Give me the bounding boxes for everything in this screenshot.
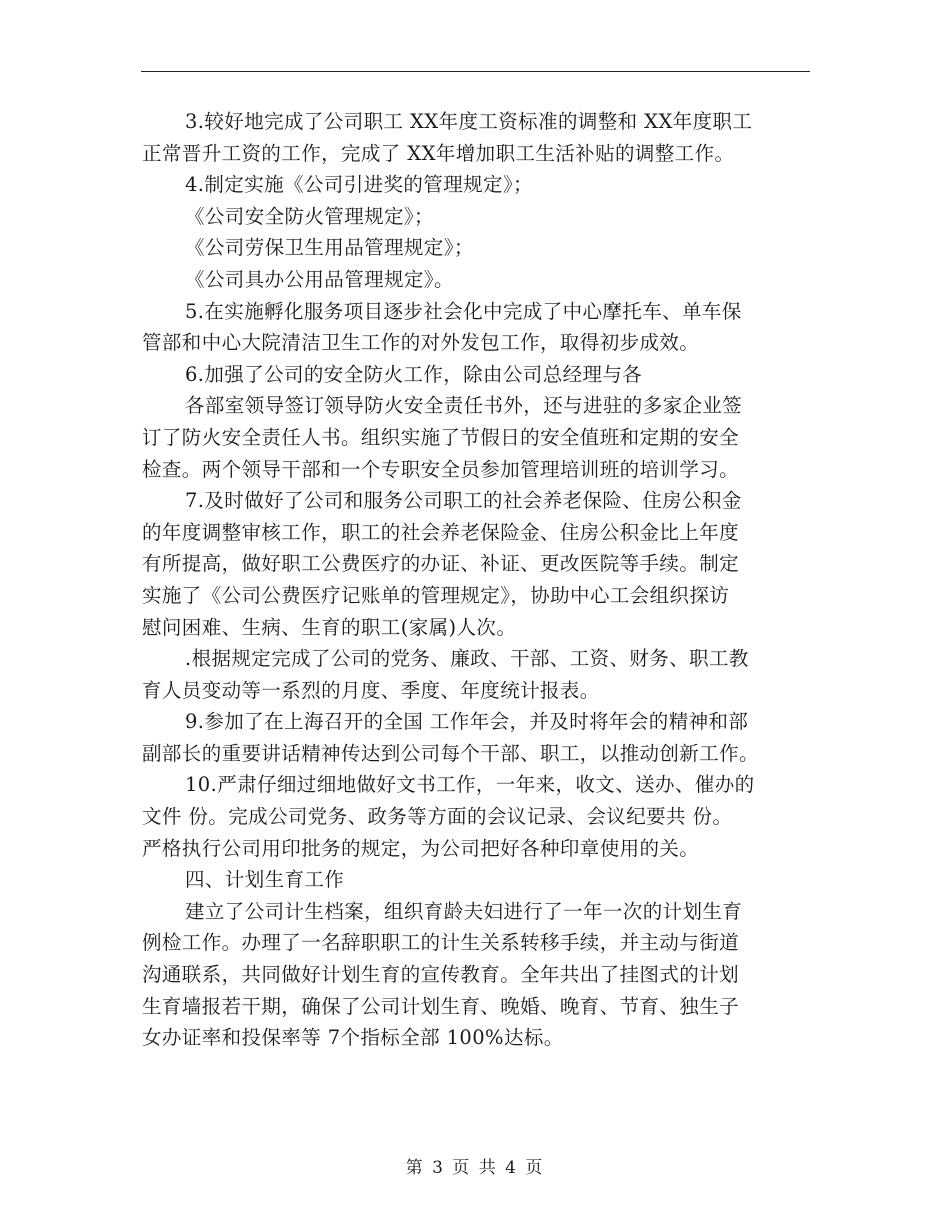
text-line: 正常晋升工资的工作，完成了 XX年增加职工生活补贴的调整工作。 xyxy=(142,141,735,165)
text-line: 10.严肃仔细过细地做好文书工作，一年来，收文、送办、催办的 xyxy=(185,773,755,797)
text-line: 的年度调整审核工作，职工的社会养老保险金、住房公积金比上年度 xyxy=(142,520,740,544)
page-number-footer: 第 3 页 共 4 页 xyxy=(405,1158,545,1178)
text-line: 女办证率和投保率等 7个指标全部 100%达标。 xyxy=(142,1026,564,1050)
text-line: 慰问困难、生病、生育的职工(家属)人次。 xyxy=(142,615,517,639)
text-line: 检查。两个领导干部和一个专职安全员参加管理培训班的培训学习。 xyxy=(142,457,740,481)
text-line: 实施了《公司公费医疗记账单的管理规定》，协助中心工会组织探访 xyxy=(142,583,730,607)
text-line: 7.及时做好了公司和服务公司职工的社会养老保险、住房公积金 xyxy=(185,489,742,513)
text-line: 4.制定实施《公司引进奖的管理规定》； xyxy=(185,173,533,197)
text-line: 生育墙报若干期，确保了公司计划生育、晚婚、晚育、节育、独生子 xyxy=(142,994,740,1018)
text-line: 6.加强了公司的安全防火工作，除由公司总经理与各 xyxy=(185,362,643,386)
text-line: 副部长的重要讲话精神传达到公司每个干部、职工，以推动创新工作。 xyxy=(142,741,759,765)
text-line: 《公司安全防火管理规定》； xyxy=(185,204,434,228)
text-line: 建立了公司计生档案，组织育龄夫妇进行了一年一次的计划生育 xyxy=(185,899,743,923)
text-line: 9.参加了在上海召开的全国 工作年会，并及时将年会的精神和部 xyxy=(185,710,749,734)
text-line: 育人员变动等一系烈的月度、季度、年度统计报表。 xyxy=(142,678,600,702)
text-line: 严格执行公司用印批务的规定，为公司把好各种印章使用的关。 xyxy=(142,836,700,860)
text-line: 例检工作。办理了一名辞职职工的计生关系转移手续，并主动与街道 xyxy=(142,931,740,955)
text-line: 有所提高，做好职工公费医疗的办证、补证、更改医院等手续。制定 xyxy=(142,552,740,576)
text-line: 3.较好地完成了公司职工 XX年度工资标准的调整和 XX年度职工 xyxy=(185,110,753,133)
header-rule xyxy=(141,71,810,72)
text-line: 沟通联系，共同做好计划生育的宣传教育。全年共出了挂图式的计划 xyxy=(142,963,740,987)
text-line: .根据规定完成了公司的党务、廉政、干部、工资、财务、职工教 xyxy=(185,647,749,671)
text-line: 管部和中心大院清洁卫生工作的对外发包工作，取得初步成效。 xyxy=(142,331,700,355)
text-line: 订了防火安全责任人书。组织实施了节假日的安全值班和定期的安全 xyxy=(142,425,740,449)
text-line: 各部室领导签订领导防火安全责任书外，还与进驻的多家企业签 xyxy=(185,394,743,418)
text-line: 文件 份。完成公司党务、政务等方面的会议记录、会议纪要共 份。 xyxy=(142,805,733,829)
text-line: 《公司具办公用品管理规定》。 xyxy=(185,267,454,291)
document-body xyxy=(142,106,822,1054)
text-line: 《公司劳保卫生用品管理规定》； xyxy=(185,236,474,260)
text-line: 5.在实施孵化服务项目逐步社会化中完成了中心摩托车、单车保 xyxy=(185,299,742,323)
text-line: 四、计划生育工作 xyxy=(185,868,345,892)
